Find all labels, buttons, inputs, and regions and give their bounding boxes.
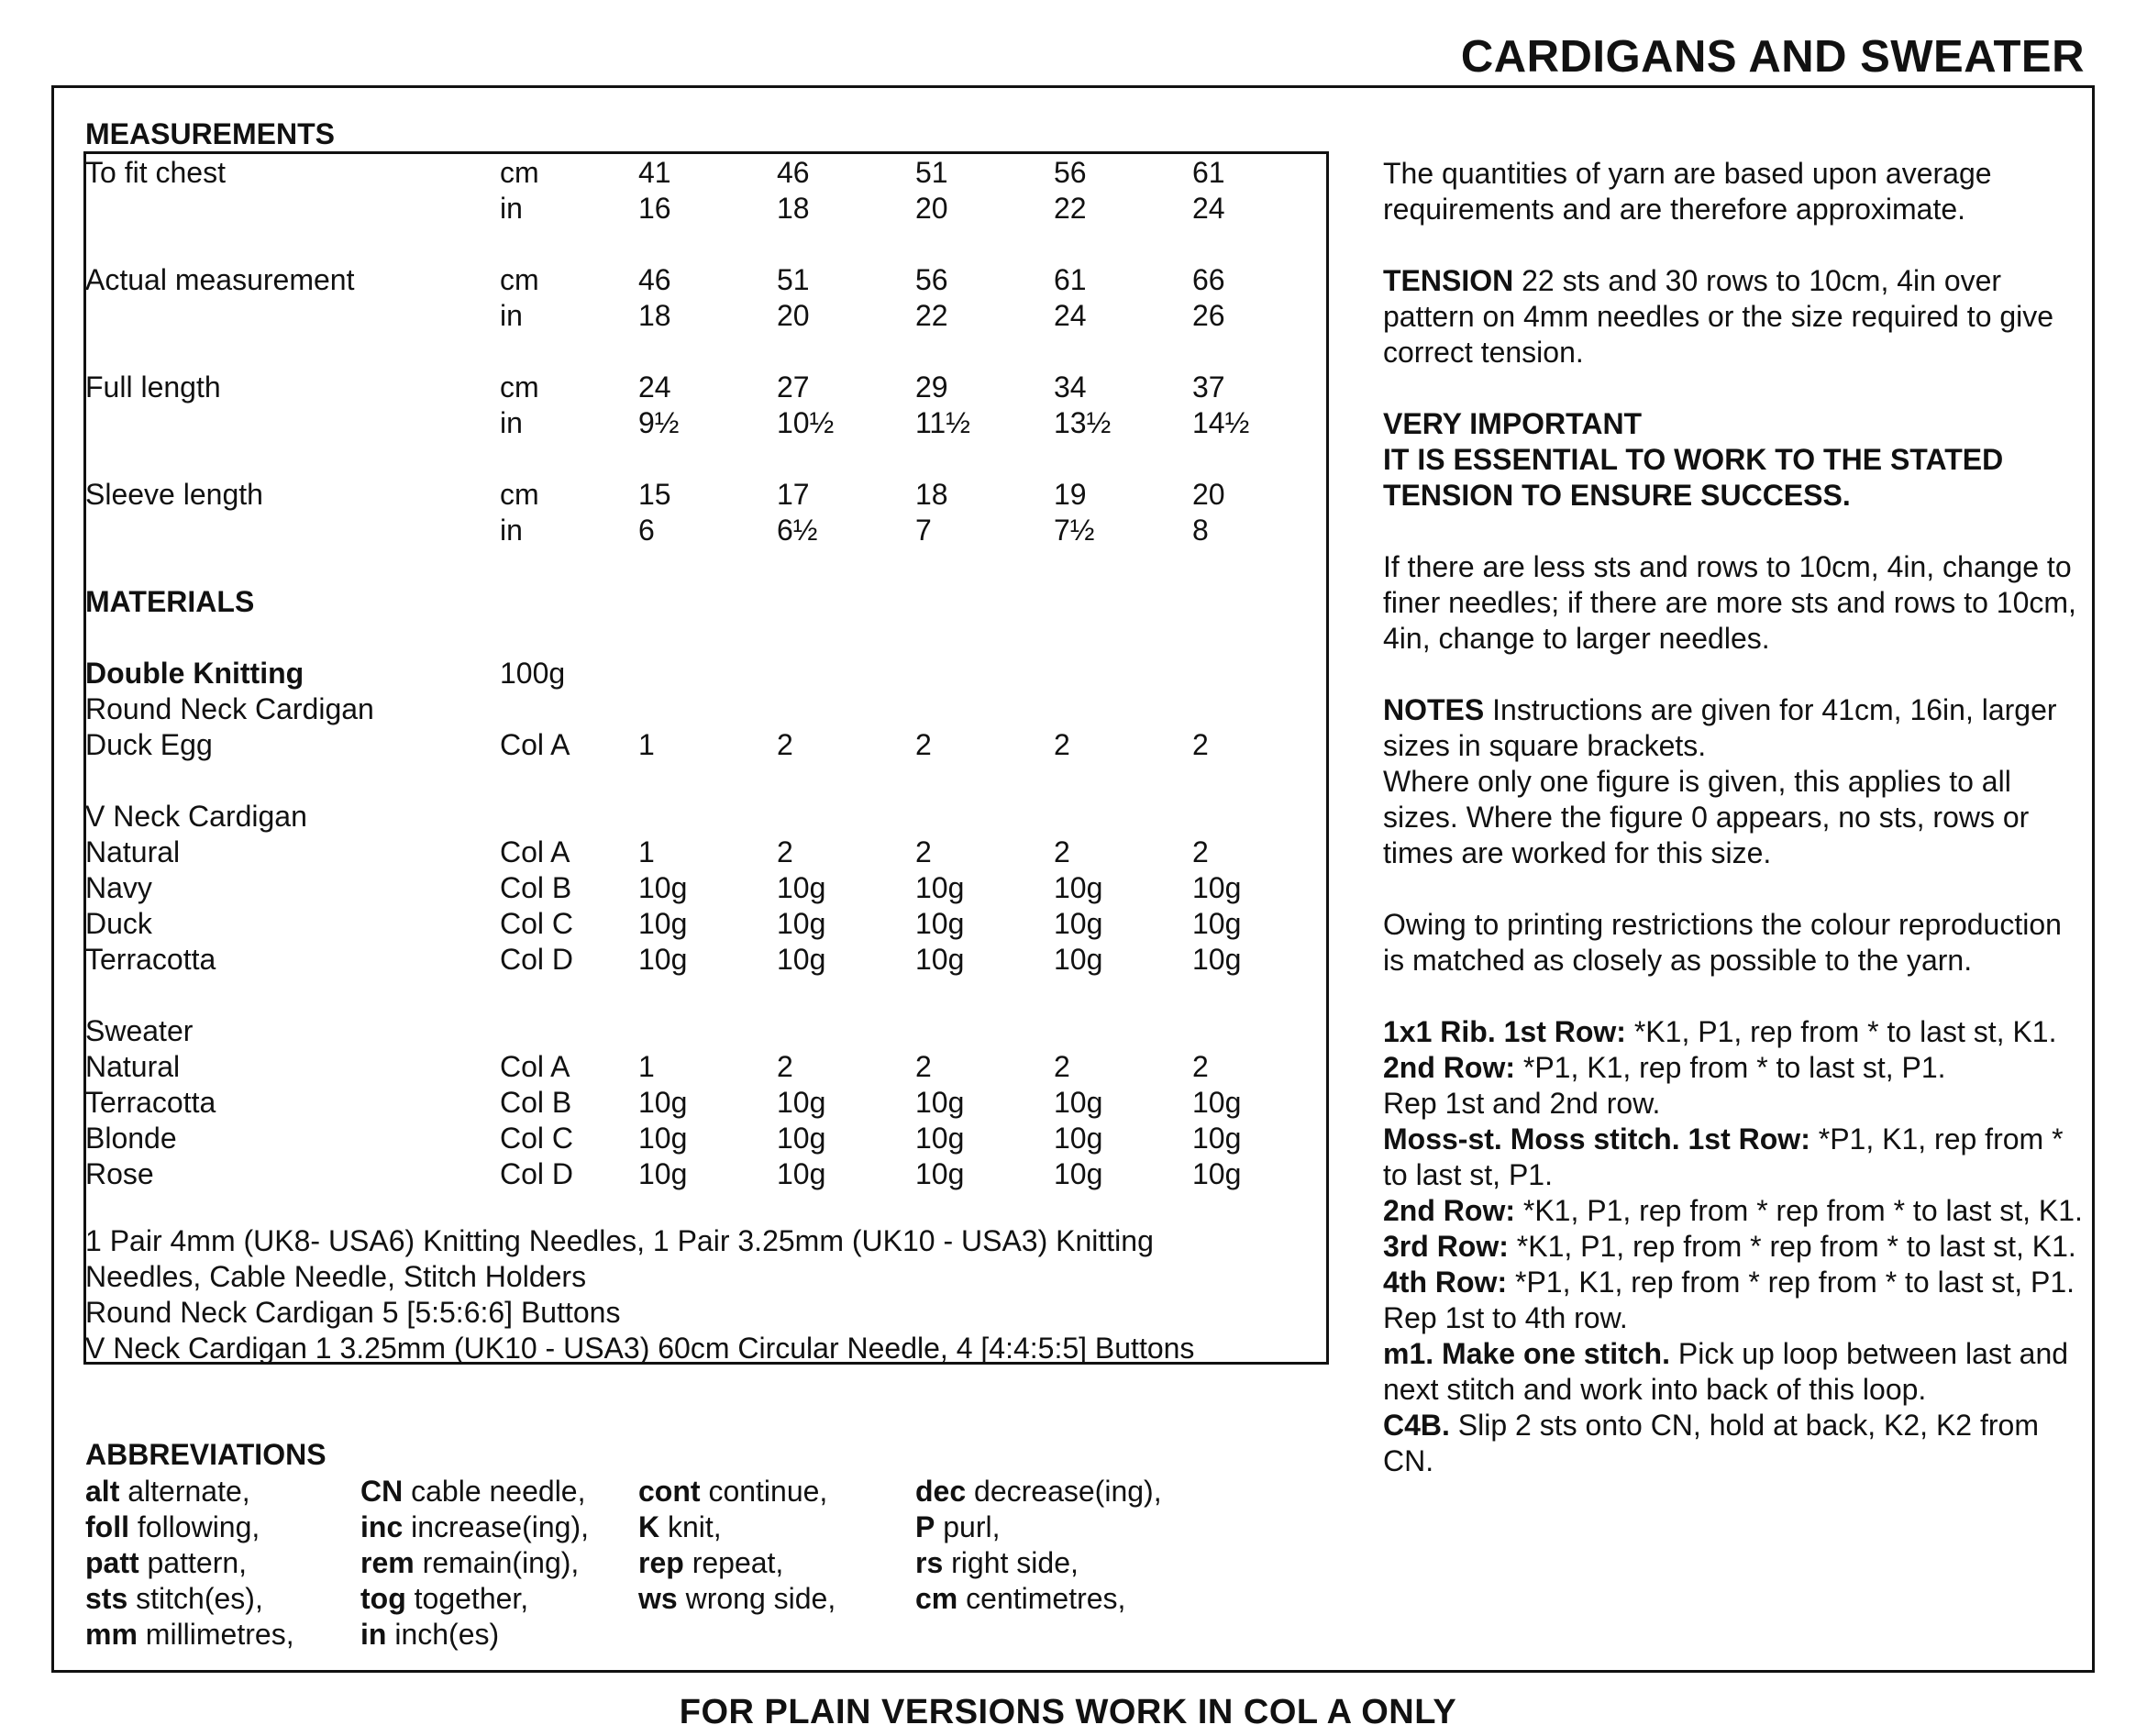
- material-row: Duck Egg Col A 1 2 2 2 2: [85, 728, 1209, 761]
- measurement-row: in 6 6½ 7 7½ 8: [500, 514, 1209, 547]
- measurement-row: To fit chest cm 41 46 51 56 61: [85, 156, 1225, 189]
- quantities-note: The quantities of yarn are based upon average requirements and are therefore approximate.: [1383, 157, 1992, 226]
- very-important-heading: VERY IMPORTANT: [1383, 407, 1643, 440]
- c4b-note: C4B. Slip 2 sts onto CN, hold at back, K2, K2 from CN.: [1383, 1409, 2039, 1477]
- abbreviation: CN cable needle,: [360, 1475, 586, 1508]
- abbreviation: cm centimetres,: [915, 1582, 1126, 1615]
- equipment-line: 1 Pair 4mm (UK8- USA6) Knitting Needles, 1 Pair 3.25mm (UK10 - USA3) Knitting: [85, 1224, 1154, 1257]
- measurement-row: in 18 20 22 24 26: [500, 299, 1225, 332]
- notes-paragraph: NOTES Instructions are given for 41cm, 16in, larger sizes in square brackets.: [1383, 693, 2057, 762]
- equipment-line: Round Neck Cardigan 5 [5:5:6:6] Buttons: [85, 1296, 621, 1329]
- materials-heading: MATERIALS: [85, 585, 255, 618]
- abbreviation: dec decrease(ing),: [915, 1475, 1162, 1508]
- abbreviation: rep repeat,: [638, 1546, 784, 1579]
- sweater-title: Sweater: [85, 1014, 194, 1047]
- yarn-row: Double Knitting 100g: [85, 657, 566, 690]
- m1-note: m1. Make one stitch. Pick up loop between last and next stitch and work into back of this loop.: [1383, 1337, 2069, 1406]
- abbreviation: P purl,: [915, 1510, 1001, 1543]
- colour-note: Owing to printing restrictions the colour reproduction is matched as closely as possible to the yarn.: [1383, 908, 2062, 977]
- notes-column: [1383, 156, 2089, 1479]
- rib-row-1: 1x1 Rib. 1st Row: *K1, P1, rep from * to last st, K1.: [1383, 1015, 2057, 1048]
- abbreviation: rem remain(ing),: [360, 1546, 580, 1579]
- moss-row-2: 2nd Row: *K1, P1, rep from * rep from * to last st, K1.: [1383, 1194, 2083, 1227]
- page-title: CARDIGANS AND SWEATER: [1460, 32, 2085, 82]
- measurement-row: Sleeve length cm 15 17 18 19 20: [85, 478, 1225, 511]
- moss-row-3: 3rd Row: *K1, P1, rep from * rep from * to last st, K1.: [1383, 1230, 2076, 1263]
- abbreviation: cont continue,: [638, 1475, 828, 1508]
- abbreviation: K knit,: [638, 1510, 722, 1543]
- round-neck-title: Round Neck Cardigan: [85, 692, 374, 725]
- measurement-row: Full length cm 24 27 29 34 37: [85, 370, 1225, 404]
- material-row: Natural Col A 1 2 2 2 2: [85, 835, 1209, 868]
- abbreviation: ws wrong side,: [638, 1582, 836, 1615]
- material-row: Rose Col D 10g 10g 10g 10g 10g: [85, 1157, 1242, 1190]
- moss-row-1: Moss-st. Moss stitch. 1st Row: *P1, K1, rep from * to last st, P1.: [1383, 1122, 2064, 1191]
- material-row: Blonde Col C 10g 10g 10g 10g 10g: [85, 1122, 1242, 1155]
- abbreviation: foll following,: [85, 1510, 260, 1543]
- measurements-heading: MEASUREMENTS: [85, 117, 336, 150]
- material-row: Terracotta Col D 10g 10g 10g 10g 10g: [85, 943, 1242, 976]
- material-row: Duck Col C 10g 10g 10g 10g 10g: [85, 907, 1242, 940]
- v-neck-title: V Neck Cardigan: [85, 800, 307, 833]
- material-row: Natural Col A 1 2 2 2 2: [85, 1050, 1209, 1083]
- measurement-row: in 16 18 20 22 24: [500, 192, 1225, 225]
- moss-row-4: 4th Row: *P1, K1, rep from * rep from * to last st, P1.: [1383, 1266, 2075, 1299]
- notes-paragraph-2: Where only one figure is given, this applies to all sizes. Where the figure 0 appears, no sts, rows or times are worked for this size.: [1383, 765, 2030, 869]
- footer-note: FOR PLAIN VERSIONS WORK IN COL A ONLY: [679, 1693, 1457, 1731]
- abbreviation: alt alternate,: [85, 1475, 250, 1508]
- abbreviation: rs right side,: [915, 1546, 1079, 1579]
- abbreviations-heading: ABBREVIATIONS: [85, 1438, 326, 1471]
- tension-note: TENSION 22 sts and 30 rows to 10cm, 4in over pattern on 4mm needles or the size required to give correct tension.: [1383, 264, 2054, 369]
- material-row: Terracotta Col B 10g 10g 10g 10g 10g: [85, 1086, 1242, 1119]
- abbreviation: patt pattern,: [85, 1546, 248, 1579]
- equipment-list: [85, 1223, 1323, 1366]
- abbreviation: inc increase(ing),: [360, 1510, 589, 1543]
- abbreviation: sts stitch(es),: [85, 1582, 263, 1615]
- abbreviation: tog together,: [360, 1582, 529, 1615]
- measurement-row: in 9½ 10½ 11½ 13½ 14½: [500, 406, 1250, 439]
- measurement-row: Actual measurement cm 46 51 56 61 66: [85, 263, 1225, 296]
- moss-repeat: Rep 1st to 4th row.: [1383, 1301, 1628, 1334]
- abbreviation: mm millimetres,: [85, 1618, 294, 1651]
- equipment-line: Needles, Cable Needle, Stitch Holders: [85, 1260, 587, 1293]
- rib-row-2: 2nd Row: *P1, K1, rep from * to last st, P1.: [1383, 1051, 1946, 1084]
- abbreviation: in inch(es): [360, 1618, 500, 1651]
- equipment-line: V Neck Cardigan 1 3.25mm (UK10 - USA3) 60cm Circular Needle, 4 [4:4:5:5] Buttons: [85, 1332, 1195, 1365]
- material-row: Navy Col B 10g 10g 10g 10g 10g: [85, 871, 1242, 904]
- rib-repeat: Rep 1st and 2nd row.: [1383, 1087, 1661, 1120]
- needle-advice: If there are less sts and rows to 10cm, 4in, change to finer needles; if there are more sts and rows to 10cm, 4in, change to larger needles.: [1383, 550, 2076, 655]
- essential-note: IT IS ESSENTIAL TO WORK TO THE STATED TENSION TO ENSURE SUCCESS.: [1383, 443, 2004, 512]
